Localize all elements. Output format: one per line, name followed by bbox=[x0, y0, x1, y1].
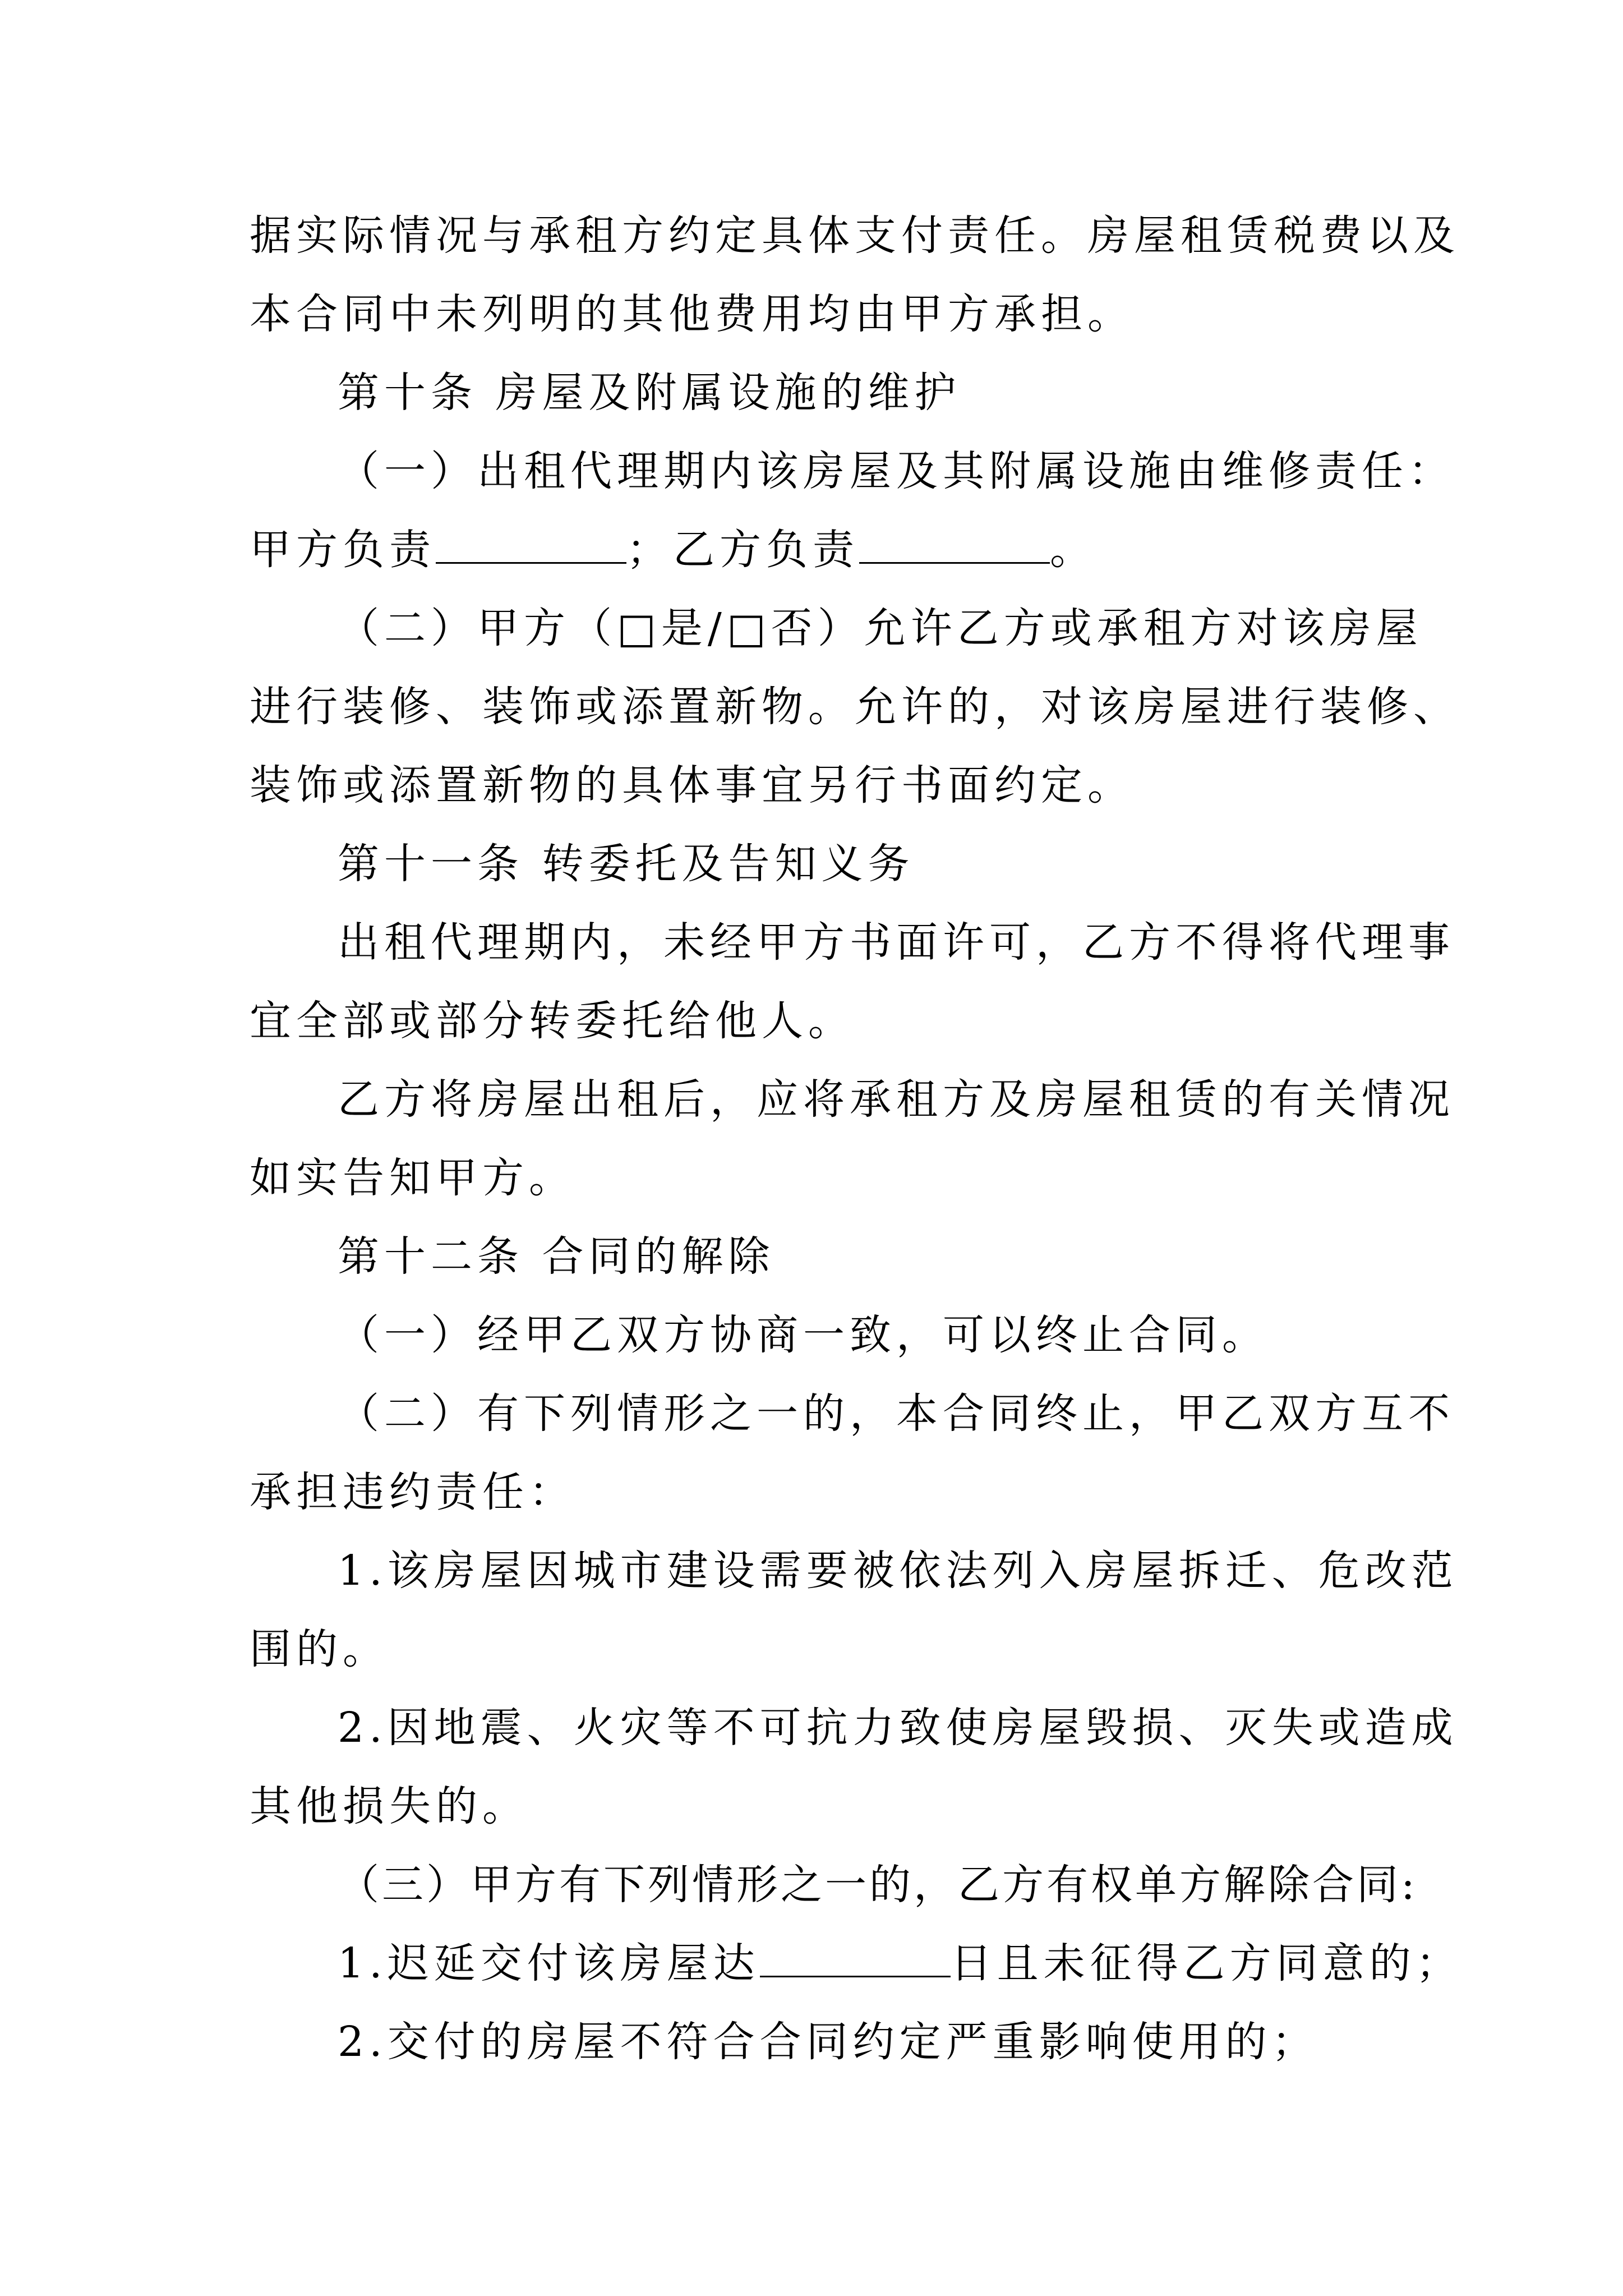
text-segment: 甲方负责 bbox=[250, 526, 436, 574]
article-heading: 第十条 房屋及附属设施的维护 bbox=[338, 369, 961, 417]
paragraph-line: 其他损失的。 bbox=[250, 1782, 529, 1830]
paragraph-line: 承担违约责任： bbox=[250, 1468, 575, 1516]
paragraph-line: （一）经甲乙双方协商一致，可以终止合同。 bbox=[338, 1311, 1269, 1359]
paragraph-line: （二）甲方（□是/□否）允许乙方或承租方对该房屋 bbox=[338, 604, 1423, 652]
paragraph-line: 装饰或添置新物的具体事宜另行书面约定。 bbox=[250, 761, 1134, 809]
paragraph-line: 本合同中未列明的其他费用均由甲方承担。 bbox=[250, 290, 1134, 338]
text-segment: 1.迟延交付该房屋达 bbox=[338, 1939, 760, 1987]
text-segment: ；乙方负责 bbox=[626, 526, 859, 574]
fill-in-line bbox=[250, 522, 1096, 578]
list-item: 2.交付的房屋不符合合同约定严重影响使用的； bbox=[338, 2018, 1318, 2066]
paragraph-line: （三）甲方有下列情形之一的，乙方有权单方解除合同: bbox=[338, 1861, 1418, 1909]
paragraph-line: 出租代理期内，未经甲方书面许可，乙方不得将代理事 bbox=[338, 918, 1455, 967]
paragraph-line: 进行装修、装饰或添置新物。允许的，对该房屋进行装修、 bbox=[250, 683, 1460, 731]
blank-field[interactable] bbox=[436, 523, 626, 564]
paragraph-line: （一）出租代理期内该房屋及其附属设施由维修责任： bbox=[338, 447, 1455, 495]
article-heading: 第十一条 转委托及告知义务 bbox=[338, 840, 915, 888]
paragraph-line: 围的。 bbox=[250, 1625, 389, 1673]
paragraph-line: 如实告知甲方。 bbox=[250, 1154, 575, 1202]
text-segment: 。 bbox=[1050, 526, 1096, 574]
paragraph-line: （二）有下列情形之一的，本合同终止，甲乙双方互不 bbox=[338, 1389, 1455, 1438]
article-heading: 第十二条 合同的解除 bbox=[338, 1232, 775, 1281]
list-item: 1.该房屋因城市建设需要被依法列入房屋拆迁、危改范 bbox=[338, 1547, 1458, 1595]
text-segment: 日且未征得乙方同意的； bbox=[950, 1939, 1463, 1987]
paragraph-line: 宜全部或部分转委托给他人。 bbox=[250, 997, 855, 1045]
blank-field[interactable] bbox=[760, 1936, 951, 1977]
blank-field[interactable] bbox=[859, 523, 1050, 564]
paragraph-line: 据实际情况与承租方约定具体支付责任。房屋租赁税费以及 bbox=[250, 211, 1460, 260]
fill-in-line bbox=[338, 1935, 1463, 1991]
paragraph-line: 乙方将房屋出租后，应将承租方及房屋租赁的有关情况 bbox=[338, 1075, 1455, 1124]
list-item: 2.因地震、火灾等不可抗力致使房屋毁损、灭失或造成 bbox=[338, 1704, 1458, 1752]
